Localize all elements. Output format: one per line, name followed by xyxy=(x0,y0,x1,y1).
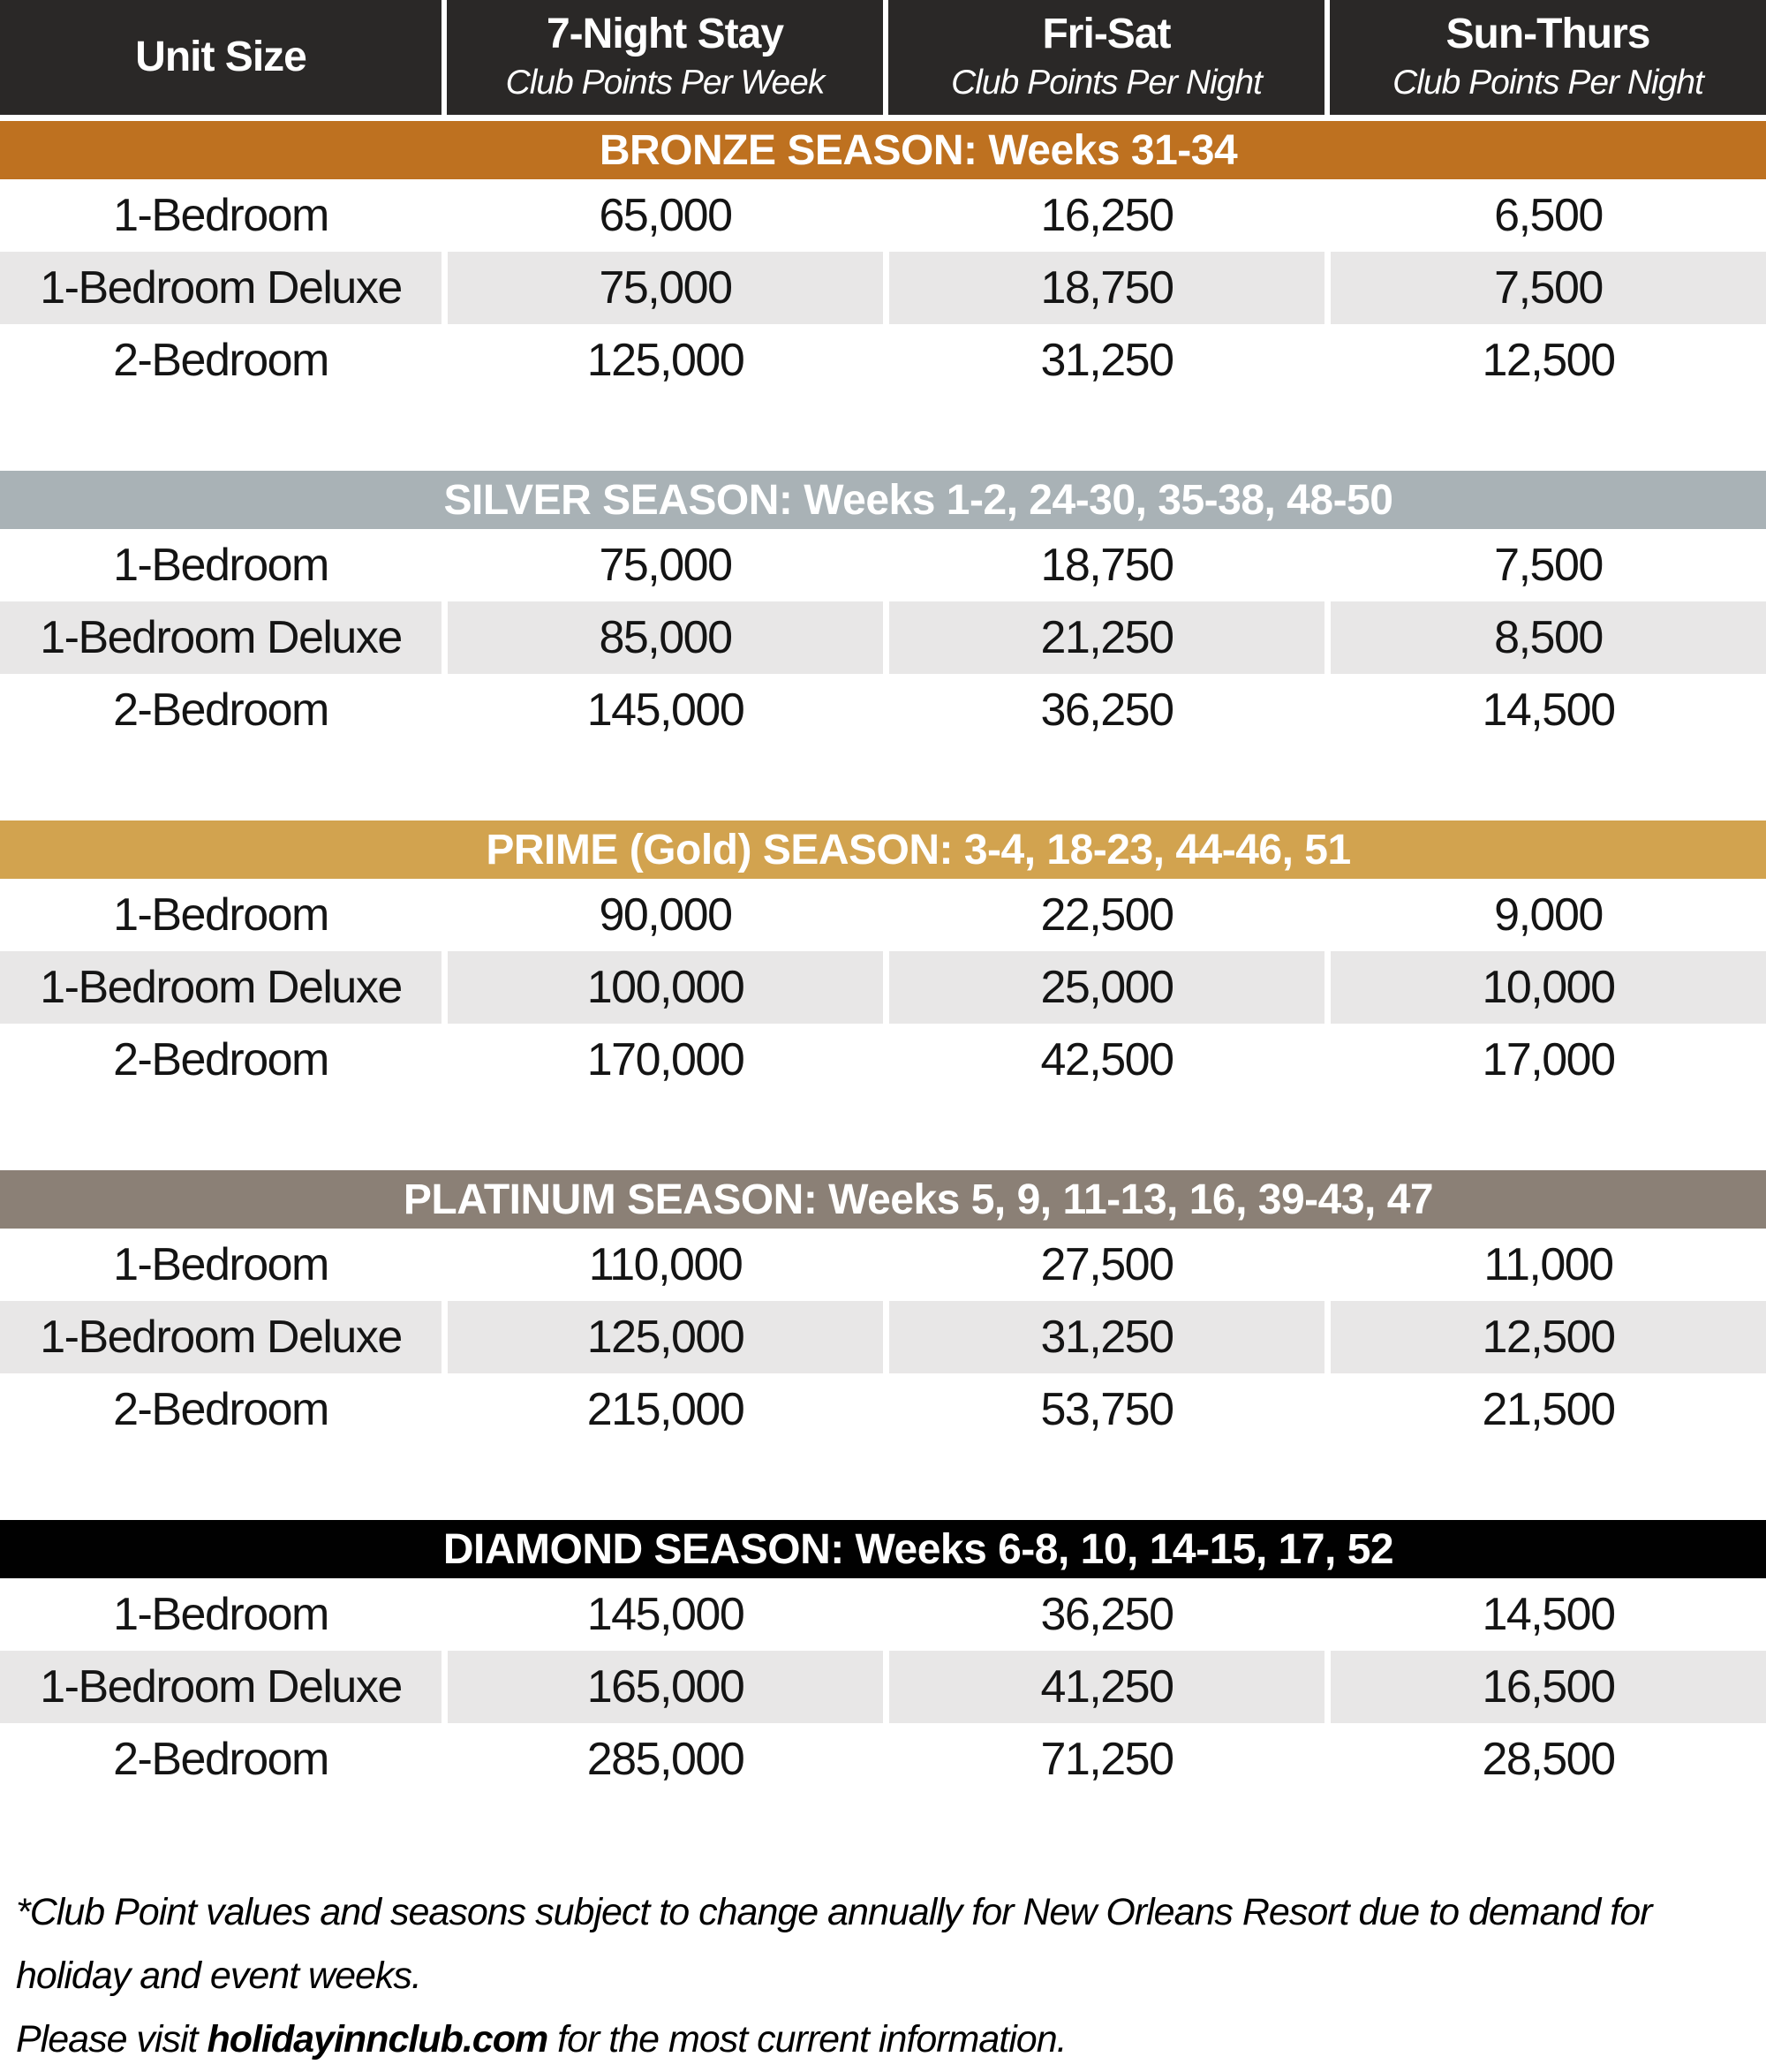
season-band: PRIME (Gold) SEASON: 3-4, 18-23, 44-46, 51 xyxy=(0,820,1766,879)
table-row xyxy=(0,1301,1766,1373)
sun-thurs-points-cell: 7,500 xyxy=(1324,252,1766,324)
column-header-fri-sat xyxy=(883,0,1324,115)
footnote-line1: *Club Point values and seasons subject to change annually for New Orleans Resort due to demand for holiday and event weeks. xyxy=(16,1891,1652,1998)
week-points-cell: 165,000 xyxy=(442,1651,883,1723)
unit-size-cell: 1-Bedroom xyxy=(113,1589,328,1640)
table-row xyxy=(0,601,1766,674)
season-group xyxy=(0,121,1766,397)
fri-sat-points-cell: 53,750 xyxy=(883,1373,1324,1446)
week-points-cell: 285,000 xyxy=(442,1723,883,1796)
sun-thurs-points-cell: 17,000 xyxy=(1324,1024,1766,1096)
fri-sat-points-cell: 41,250 xyxy=(883,1651,1324,1723)
table-row xyxy=(0,1651,1766,1723)
fri-sat-points-cell: 31,250 xyxy=(883,324,1324,397)
table-row xyxy=(0,674,1766,746)
fri-sat-points-cell: 21,250 xyxy=(883,601,1324,674)
unit-size-cell: 2-Bedroom xyxy=(113,335,328,386)
sun-thurs-points-cell: 12,500 xyxy=(1324,324,1766,397)
season-group xyxy=(0,1170,1766,1446)
unit-size-cell: 2-Bedroom xyxy=(113,1384,328,1435)
week-points-cell: 100,000 xyxy=(442,951,883,1024)
column-header-title: Sun-Thurs xyxy=(1445,10,1650,57)
sun-thurs-points-cell: 16,500 xyxy=(1324,1651,1766,1723)
unit-size-cell: 1-Bedroom xyxy=(113,540,328,591)
column-header-subtitle: Club Points Per Night xyxy=(1392,64,1703,102)
fri-sat-points-cell: 42,500 xyxy=(883,1024,1324,1096)
sun-thurs-points-cell: 10,000 xyxy=(1324,951,1766,1024)
table-row xyxy=(0,879,1766,951)
week-points-cell: 75,000 xyxy=(442,252,883,324)
sun-thurs-points-cell: 9,000 xyxy=(1324,879,1766,951)
footnote-website: holidayinnclub.com xyxy=(207,2018,548,2061)
fri-sat-points-cell: 16,250 xyxy=(883,179,1324,252)
week-points-cell: 65,000 xyxy=(442,179,883,252)
column-header-subtitle: Club Points Per Night xyxy=(951,64,1262,102)
sun-thurs-points-cell: 21,500 xyxy=(1324,1373,1766,1446)
unit-size-cell: 1-Bedroom Deluxe xyxy=(40,1312,402,1363)
unit-size-cell: 2-Bedroom xyxy=(113,1734,328,1785)
unit-size-cell: 1-Bedroom Deluxe xyxy=(40,262,402,314)
footnote xyxy=(16,1880,1766,2072)
unit-size-cell: 2-Bedroom xyxy=(113,1034,328,1085)
sun-thurs-points-cell: 14,500 xyxy=(1324,674,1766,746)
week-points-cell: 215,000 xyxy=(442,1373,883,1446)
sun-thurs-points-cell: 7,500 xyxy=(1324,529,1766,601)
sun-thurs-points-cell: 8,500 xyxy=(1324,601,1766,674)
table-row xyxy=(0,951,1766,1024)
fri-sat-points-cell: 36,250 xyxy=(883,674,1324,746)
table-row xyxy=(0,1723,1766,1796)
sun-thurs-points-cell: 12,500 xyxy=(1324,1301,1766,1373)
unit-size-cell: 2-Bedroom xyxy=(113,684,328,736)
season-band: SILVER SEASON: Weeks 1-2, 24-30, 35-38, 48-50 xyxy=(0,471,1766,529)
week-points-cell: 125,000 xyxy=(442,1301,883,1373)
season-group xyxy=(0,471,1766,746)
fri-sat-points-cell: 22,500 xyxy=(883,879,1324,951)
table-row xyxy=(0,252,1766,324)
season-band: BRONZE SEASON: Weeks 31-34 xyxy=(0,121,1766,179)
table-row xyxy=(0,1024,1766,1096)
sun-thurs-points-cell: 28,500 xyxy=(1324,1723,1766,1796)
footnote-line2 xyxy=(16,2008,1766,2071)
table-row xyxy=(0,529,1766,601)
fri-sat-points-cell: 18,750 xyxy=(883,529,1324,601)
unit-size-cell: 1-Bedroom xyxy=(113,889,328,941)
column-header-title: Unit Size xyxy=(135,33,306,80)
table-row xyxy=(0,1373,1766,1446)
fri-sat-points-cell: 71,250 xyxy=(883,1723,1324,1796)
column-header-subtitle: Club Points Per Week xyxy=(505,64,825,102)
season-group xyxy=(0,1520,1766,1796)
season-band: DIAMOND SEASON: Weeks 6-8, 10, 14-15, 17, 52 xyxy=(0,1520,1766,1578)
table-row xyxy=(0,324,1766,397)
fri-sat-points-cell: 27,500 xyxy=(883,1229,1324,1301)
sun-thurs-points-cell: 14,500 xyxy=(1324,1578,1766,1651)
footnote-line2-prefix: Please visit xyxy=(16,2018,208,2061)
week-points-cell: 125,000 xyxy=(442,324,883,397)
week-points-cell: 145,000 xyxy=(442,674,883,746)
table-row xyxy=(0,1578,1766,1651)
season-group xyxy=(0,820,1766,1096)
column-header-sun-thurs xyxy=(1324,0,1766,115)
column-header-7-night-stay xyxy=(442,0,883,115)
fri-sat-points-cell: 31,250 xyxy=(883,1301,1324,1373)
table-row xyxy=(0,1229,1766,1301)
week-points-cell: 170,000 xyxy=(442,1024,883,1096)
column-header-title: 7-Night Stay xyxy=(546,10,784,57)
unit-size-cell: 1-Bedroom xyxy=(113,190,328,241)
fri-sat-points-cell: 25,000 xyxy=(883,951,1324,1024)
sun-thurs-points-cell: 6,500 xyxy=(1324,179,1766,252)
season-band: PLATINUM SEASON: Weeks 5, 9, 11-13, 16, 39-43, 47 xyxy=(0,1170,1766,1229)
fri-sat-points-cell: 36,250 xyxy=(883,1578,1324,1651)
week-points-cell: 75,000 xyxy=(442,529,883,601)
unit-size-cell: 1-Bedroom Deluxe xyxy=(40,962,402,1013)
table-row xyxy=(0,179,1766,252)
column-header-title: Fri-Sat xyxy=(1042,10,1171,57)
fri-sat-points-cell: 18,750 xyxy=(883,252,1324,324)
week-points-cell: 90,000 xyxy=(442,879,883,951)
column-header-unit-size xyxy=(0,0,442,115)
unit-size-cell: 1-Bedroom Deluxe xyxy=(40,612,402,663)
footnote-line2-suffix: for the most current information. xyxy=(547,2018,1067,2061)
unit-size-cell: 1-Bedroom Deluxe xyxy=(40,1661,402,1713)
week-points-cell: 110,000 xyxy=(442,1229,883,1301)
unit-size-cell: 1-Bedroom xyxy=(113,1239,328,1290)
season-sections xyxy=(0,121,1766,1796)
week-points-cell: 85,000 xyxy=(442,601,883,674)
table-header-row xyxy=(0,0,1766,115)
week-points-cell: 145,000 xyxy=(442,1578,883,1651)
sun-thurs-points-cell: 11,000 xyxy=(1324,1229,1766,1301)
